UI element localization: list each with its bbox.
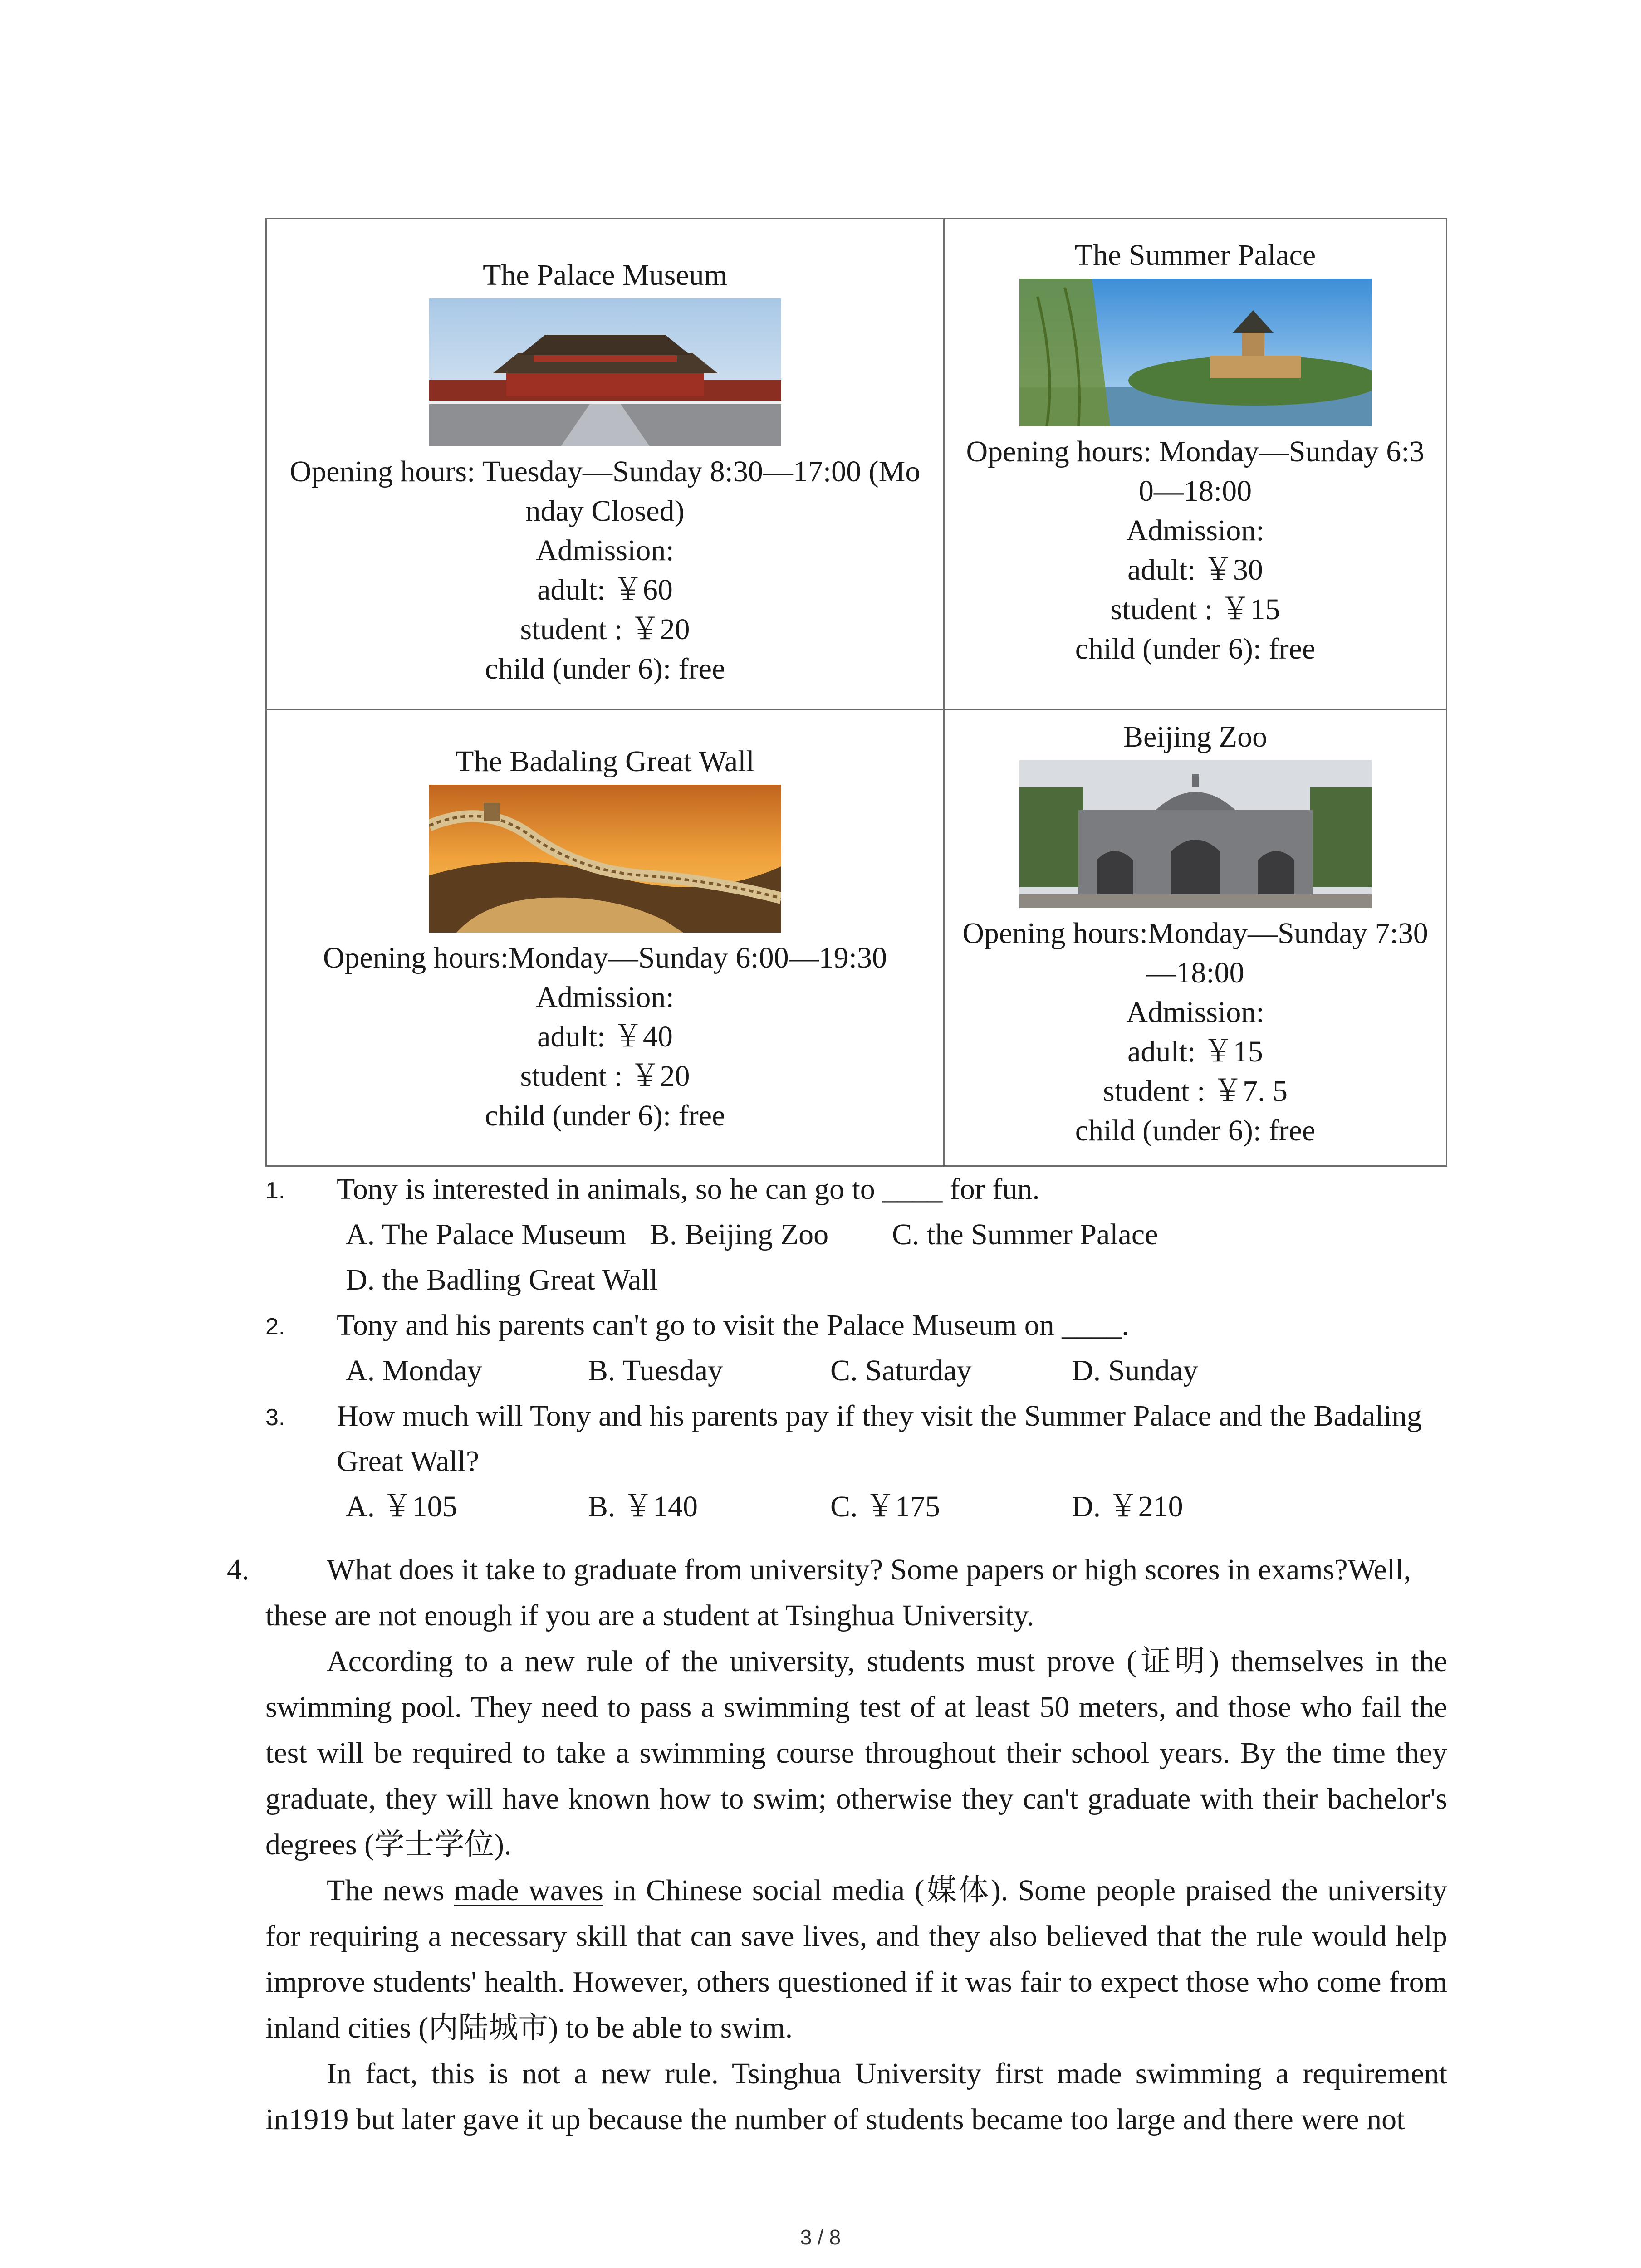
attraction-cell-summer-palace <box>945 219 1446 710</box>
child-price: child (under 6): free <box>1075 1114 1316 1147</box>
attraction-cell-palace-museum <box>267 219 945 710</box>
page-number: 3 / 8 <box>800 2225 841 2249</box>
child-price: child (under 6): free <box>485 652 725 685</box>
option-a: A. ￥105 <box>346 1490 457 1523</box>
option-a: A. Monday <box>346 1354 482 1387</box>
great-wall-photo <box>429 785 781 933</box>
admission-label: Admission: <box>1126 996 1264 1029</box>
summer-palace-photo <box>1019 279 1372 426</box>
child-price: child (under 6): free <box>1075 632 1316 665</box>
underlined-phrase: made waves <box>454 1874 603 1907</box>
adult-price: adult: ￥30 <box>1127 553 1263 587</box>
option-c: C. the Summer Palace <box>892 1218 1158 1251</box>
attractions-table <box>265 218 1447 1167</box>
beijing-zoo-photo <box>1019 760 1372 908</box>
admission-label: Admission: <box>536 534 674 567</box>
student-price: student : ￥20 <box>520 613 690 646</box>
opening-hours-cont: 0—18:00 <box>1138 474 1252 508</box>
option-d: D. Sunday <box>1072 1354 1198 1387</box>
opening-hours: Opening hours: Monday—Sunday 6:3 <box>966 435 1425 468</box>
adult-price: adult: ￥60 <box>537 573 673 606</box>
option-b: B. Tuesday <box>588 1354 723 1387</box>
paragraph-4: In fact, this is not a new rule. Tsinghua University first made swimming a requirement in1919 but later gave it up because the number of students became too large and there were not <box>265 2057 1447 2136</box>
student-price: student : ￥7. 5 <box>1103 1075 1288 1108</box>
opening-hours: Opening hours:Monday—Sunday 7:30 <box>962 917 1428 950</box>
student-price: student : ￥15 <box>1110 593 1280 626</box>
adult-price: adult: ￥40 <box>537 1020 673 1053</box>
question-number: 1. <box>265 1178 285 1204</box>
option-d: D. the Badling Great Wall <box>346 1263 658 1296</box>
question-stem-cont: Great Wall? <box>337 1445 480 1478</box>
opening-hours: Opening hours:Monday—Sunday 6:00—19:30 <box>323 941 887 974</box>
question-number: 3. <box>265 1404 285 1431</box>
paragraph-3-start: The news <box>327 1874 454 1907</box>
option-a: A. The Palace Museum <box>346 1218 627 1251</box>
admission-label: Admission: <box>536 981 674 1014</box>
option-c: C. ￥175 <box>830 1490 941 1523</box>
attraction-name: The Badaling Great Wall <box>456 745 754 778</box>
paragraph-1-rest: these are not enough if you are a student at Tsinghua University. <box>265 1599 1034 1632</box>
opening-hours-cont: —18:00 <box>1146 956 1244 989</box>
attraction-cell-great-wall <box>267 710 945 1165</box>
attraction-cell-beijing-zoo <box>945 710 1446 1165</box>
attraction-name: The Summer Palace <box>1074 239 1316 272</box>
question-stem: Tony and his parents can't go to visit the Palace Museum on ____. <box>337 1309 1129 1342</box>
option-d: D. ￥210 <box>1072 1490 1183 1523</box>
reading-passage <box>265 1547 1447 2142</box>
child-price: child (under 6): free <box>485 1099 725 1132</box>
student-price: student : ￥20 <box>520 1060 690 1093</box>
paragraph-1-first-line: What does it take to graduate from university? Some papers or high scores in exams?Well, <box>327 1553 1411 1586</box>
admission-label: Admission: <box>1126 514 1264 547</box>
palace-museum-photo <box>429 298 781 446</box>
attraction-name: The Palace Museum <box>483 259 727 292</box>
question-stem: Tony is interested in animals, so he can go to ____ for fun. <box>337 1173 1040 1206</box>
option-c: C. Saturday <box>830 1354 972 1387</box>
question-number: 2. <box>265 1314 285 1340</box>
opening-hours-cont: nday Closed) <box>525 494 685 528</box>
paragraph-2: According to a new rule of the university, students must prove (证明) themselves in the swimming pool. They need to pass a swimming test of at least 50 meters, and those who fail the test will be required to take a swimming course throughout their school years. By the time they graduate, they will have known how to swim; otherwise they can't graduate with their bachelor's degrees (学士学位). <box>265 1645 1447 1861</box>
opening-hours: Opening hours: Tuesday—Sunday 8:30—17:00 (Mo <box>289 455 921 488</box>
adult-price: adult: ￥15 <box>1127 1035 1263 1068</box>
attraction-name: Beijing Zoo <box>1123 720 1268 753</box>
question-stem: How much will Tony and his parents pay if they visit the Summer Palace and the Badaling <box>337 1399 1422 1432</box>
passage-number: 4. <box>227 1553 250 1586</box>
paragraph-3-rest: in Chinese social media (媒体). Some people praised the university for requiring a necessary skill that can save lives, and they also believed that the rule would help improve students' health. However, others questioned if it was fair to expect those who come from inland cities (内陆城市) to be able to swim. <box>265 1874 1447 2044</box>
option-b: B. ￥140 <box>588 1490 698 1523</box>
option-b: B. Beijing Zoo <box>650 1218 829 1251</box>
